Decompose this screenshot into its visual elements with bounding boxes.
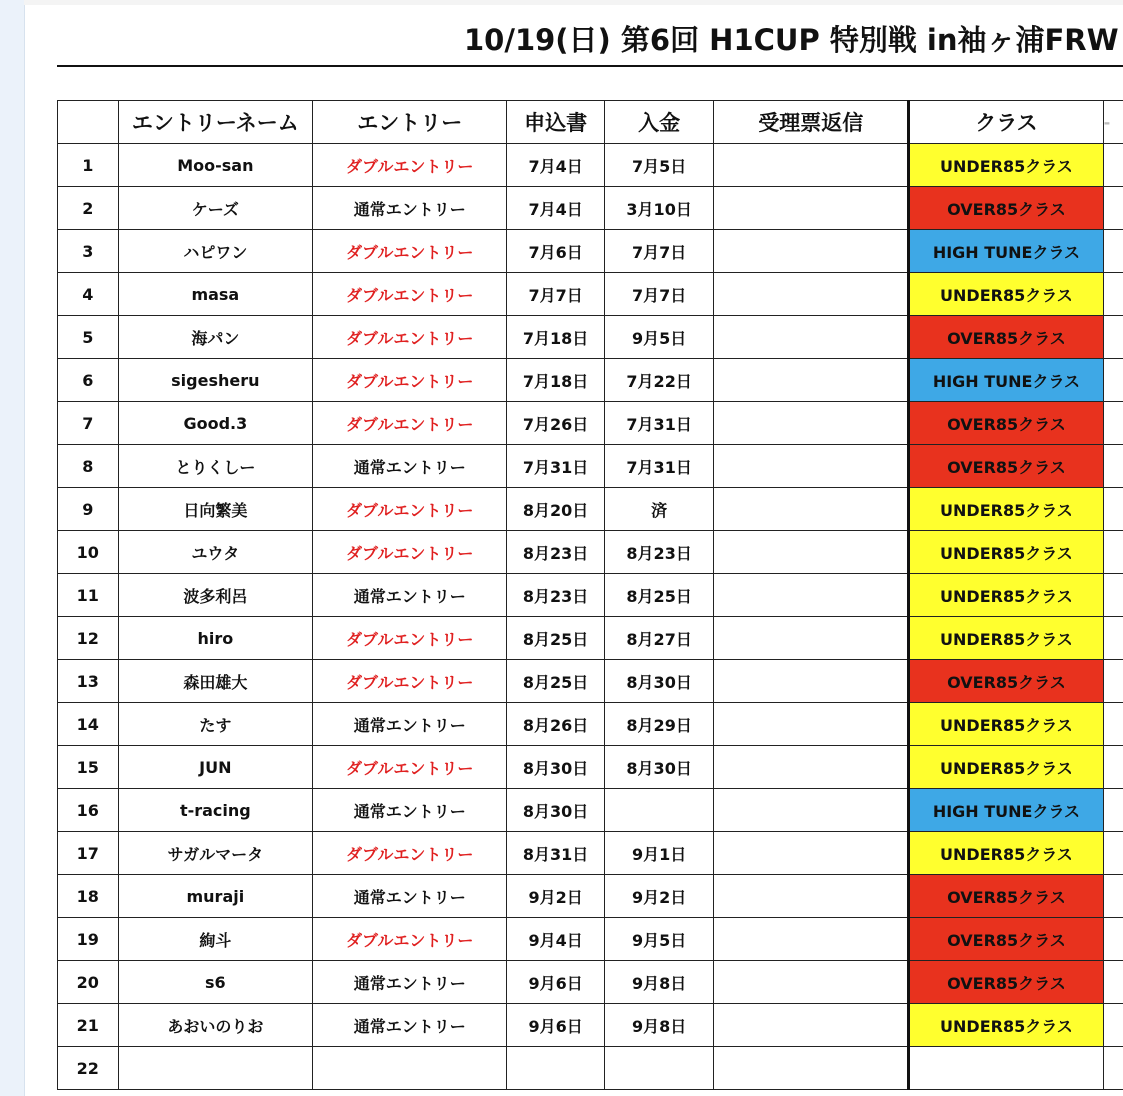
extra-cell — [1103, 230, 1123, 273]
payment-date-cell: 8月30日 — [604, 746, 713, 789]
extra-cell — [1103, 359, 1123, 402]
entry-name-cell: ユウタ — [118, 531, 313, 574]
table-row — [58, 531, 1123, 574]
class-cell: UNDER85クラス — [909, 617, 1103, 660]
class-cell: UNDER85クラス — [909, 746, 1103, 789]
extra-cell — [1103, 1004, 1123, 1047]
table-row — [58, 488, 1123, 531]
receipt-reply-cell — [714, 1047, 909, 1090]
row-number: 4 — [58, 273, 119, 316]
row-number: 21 — [58, 1004, 119, 1047]
entry-name-cell: 海パン — [118, 316, 313, 359]
class-cell: OVER85クラス — [909, 660, 1103, 703]
application-date-cell: 7月31日 — [507, 445, 605, 488]
entry-type-cell: 通常エントリー — [313, 961, 507, 1004]
header-entry-type: エントリー — [313, 101, 507, 144]
class-cell: OVER85クラス — [909, 316, 1103, 359]
application-date-cell: 8月23日 — [507, 574, 605, 617]
table-row — [58, 1004, 1123, 1047]
row-number: 11 — [58, 574, 119, 617]
application-date-cell: 8月25日 — [507, 617, 605, 660]
row-number: 22 — [58, 1047, 119, 1090]
class-cell: UNDER85クラス — [909, 832, 1103, 875]
application-date-cell: 7月18日 — [507, 359, 605, 402]
table-row — [58, 187, 1123, 230]
payment-date-cell: 8月27日 — [604, 617, 713, 660]
header-class: クラス — [909, 101, 1103, 144]
payment-date-cell: 9月5日 — [604, 918, 713, 961]
receipt-reply-cell — [714, 789, 909, 832]
extra-cell — [1103, 832, 1123, 875]
receipt-reply-cell — [714, 187, 909, 230]
payment-date-cell: 7月5日 — [604, 144, 713, 187]
class-cell: HIGH TUNEクラス — [909, 230, 1103, 273]
extra-cell — [1103, 402, 1123, 445]
class-cell: OVER85クラス — [909, 445, 1103, 488]
entry-type-cell: 通常エントリー — [313, 574, 507, 617]
payment-date-cell: 7月31日 — [604, 445, 713, 488]
entry-type-cell: ダブルエントリー — [313, 230, 507, 273]
row-number: 13 — [58, 660, 119, 703]
extra-cell — [1103, 918, 1123, 961]
entry-name-cell: JUN — [118, 746, 313, 789]
application-date-cell: 8月20日 — [507, 488, 605, 531]
application-date-cell: 8月26日 — [507, 703, 605, 746]
application-date-cell — [507, 1047, 605, 1090]
table-row — [58, 660, 1123, 703]
receipt-reply-cell — [714, 1004, 909, 1047]
application-date-cell: 7月4日 — [507, 144, 605, 187]
payment-date-cell: 済 — [604, 488, 713, 531]
table-row — [58, 359, 1123, 402]
receipt-reply-cell — [714, 918, 909, 961]
extra-cell — [1103, 961, 1123, 1004]
extra-cell — [1103, 703, 1123, 746]
entry-name-cell: sigesheru — [118, 359, 313, 402]
receipt-reply-cell — [714, 402, 909, 445]
row-number: 7 — [58, 402, 119, 445]
receipt-reply-cell — [714, 316, 909, 359]
class-cell: UNDER85クラス — [909, 488, 1103, 531]
payment-date-cell: 9月5日 — [604, 316, 713, 359]
table-row — [58, 402, 1123, 445]
entry-type-cell: ダブルエントリー — [313, 273, 507, 316]
header-payment: 入金 — [604, 101, 713, 144]
payment-date-cell — [604, 789, 713, 832]
entry-type-cell: ダブルエントリー — [313, 402, 507, 445]
entry-name-cell: あおいのりお — [118, 1004, 313, 1047]
receipt-reply-cell — [714, 359, 909, 402]
payment-date-cell: 7月7日 — [604, 273, 713, 316]
row-number: 20 — [58, 961, 119, 1004]
receipt-reply-cell — [714, 574, 909, 617]
payment-date-cell: 9月8日 — [604, 1004, 713, 1047]
header-entry-name: エントリーネーム — [118, 101, 313, 144]
receipt-reply-cell — [714, 961, 909, 1004]
payment-date-cell: 9月2日 — [604, 875, 713, 918]
entry-name-cell: muraji — [118, 875, 313, 918]
entry-name-cell: Moo-san — [118, 144, 313, 187]
payment-date-cell: 3月10日 — [604, 187, 713, 230]
row-number: 12 — [58, 617, 119, 660]
application-date-cell: 8月25日 — [507, 660, 605, 703]
table-row — [58, 961, 1123, 1004]
table-row — [58, 574, 1123, 617]
header-extra: - — [1103, 101, 1123, 144]
table-row — [58, 1047, 1123, 1090]
entry-type-cell: ダブルエントリー — [313, 617, 507, 660]
receipt-reply-cell — [714, 660, 909, 703]
entry-type-cell: 通常エントリー — [313, 1004, 507, 1047]
table-row — [58, 918, 1123, 961]
entry-type-cell: ダブルエントリー — [313, 488, 507, 531]
application-date-cell: 7月18日 — [507, 316, 605, 359]
entry-name-cell: ハピワン — [118, 230, 313, 273]
receipt-reply-cell — [714, 531, 909, 574]
table-row — [58, 230, 1123, 273]
application-date-cell: 7月26日 — [507, 402, 605, 445]
receipt-reply-cell — [714, 703, 909, 746]
receipt-reply-cell — [714, 746, 909, 789]
table-row — [58, 746, 1123, 789]
extra-cell — [1103, 660, 1123, 703]
extra-cell — [1103, 789, 1123, 832]
payment-date-cell — [604, 1047, 713, 1090]
entry-type-cell: ダブルエントリー — [313, 359, 507, 402]
entry-type-cell — [313, 1047, 507, 1090]
entry-name-cell: t-racing — [118, 789, 313, 832]
table-row — [58, 273, 1123, 316]
application-date-cell: 7月7日 — [507, 273, 605, 316]
application-date-cell: 8月23日 — [507, 531, 605, 574]
header-application: 申込書 — [507, 101, 605, 144]
table-row — [58, 316, 1123, 359]
entry-name-cell: サガルマータ — [118, 832, 313, 875]
row-number: 1 — [58, 144, 119, 187]
application-date-cell: 7月6日 — [507, 230, 605, 273]
entry-type-cell: ダブルエントリー — [313, 746, 507, 789]
row-number: 6 — [58, 359, 119, 402]
receipt-reply-cell — [714, 617, 909, 660]
viewer-top-strip — [24, 0, 1123, 5]
extra-cell — [1103, 531, 1123, 574]
entry-name-cell: とりくしー — [118, 445, 313, 488]
extra-cell — [1103, 875, 1123, 918]
entry-type-cell: ダブルエントリー — [313, 316, 507, 359]
class-cell: OVER85クラス — [909, 961, 1103, 1004]
entry-type-cell: ダブルエントリー — [313, 144, 507, 187]
class-cell: OVER85クラス — [909, 875, 1103, 918]
entry-name-cell: masa — [118, 273, 313, 316]
receipt-reply-cell — [714, 445, 909, 488]
entry-name-cell — [118, 1047, 313, 1090]
entry-type-cell: 通常エントリー — [313, 875, 507, 918]
row-number: 17 — [58, 832, 119, 875]
entry-name-cell: 森田雄大 — [118, 660, 313, 703]
payment-date-cell: 8月23日 — [604, 531, 713, 574]
entry-type-cell: ダブルエントリー — [313, 832, 507, 875]
entry-type-cell: 通常エントリー — [313, 187, 507, 230]
extra-cell — [1103, 316, 1123, 359]
class-cell: UNDER85クラス — [909, 1004, 1103, 1047]
row-number: 16 — [58, 789, 119, 832]
extra-cell — [1103, 488, 1123, 531]
title-underline — [57, 65, 1123, 67]
header-receipt-reply: 受理票返信 — [714, 101, 909, 144]
table-row — [58, 617, 1123, 660]
entry-type-cell: 通常エントリー — [313, 445, 507, 488]
row-number: 3 — [58, 230, 119, 273]
entry-name-cell: s6 — [118, 961, 313, 1004]
entry-type-cell: 通常エントリー — [313, 789, 507, 832]
entry-name-cell: ケーズ — [118, 187, 313, 230]
payment-date-cell: 9月1日 — [604, 832, 713, 875]
class-cell — [909, 1047, 1103, 1090]
entry-table — [57, 100, 1123, 1090]
class-cell: OVER85クラス — [909, 402, 1103, 445]
class-cell: OVER85クラス — [909, 187, 1103, 230]
table-row — [58, 445, 1123, 488]
extra-cell — [1103, 187, 1123, 230]
payment-date-cell: 8月25日 — [604, 574, 713, 617]
table-row — [58, 789, 1123, 832]
payment-date-cell: 7月7日 — [604, 230, 713, 273]
extra-cell — [1103, 746, 1123, 789]
class-cell: UNDER85クラス — [909, 574, 1103, 617]
entry-name-cell: 絢斗 — [118, 918, 313, 961]
viewer-sidebar — [0, 0, 25, 1096]
application-date-cell: 7月4日 — [507, 187, 605, 230]
class-cell: UNDER85クラス — [909, 273, 1103, 316]
class-cell: HIGH TUNEクラス — [909, 359, 1103, 402]
application-date-cell: 9月2日 — [507, 875, 605, 918]
class-cell: UNDER85クラス — [909, 703, 1103, 746]
class-cell: UNDER85クラス — [909, 144, 1103, 187]
row-number: 8 — [58, 445, 119, 488]
document-title: 10/19(日) 第6回 H1CUP 特別戦 in袖ヶ浦FRW — [464, 23, 1119, 57]
entry-type-cell: 通常エントリー — [313, 703, 507, 746]
receipt-reply-cell — [714, 488, 909, 531]
extra-cell — [1103, 1047, 1123, 1090]
row-number: 2 — [58, 187, 119, 230]
class-cell: HIGH TUNEクラス — [909, 789, 1103, 832]
entry-name-cell: Good.3 — [118, 402, 313, 445]
application-date-cell: 9月6日 — [507, 1004, 605, 1047]
table-row — [58, 703, 1123, 746]
payment-date-cell: 7月31日 — [604, 402, 713, 445]
extra-cell — [1103, 273, 1123, 316]
entry-type-cell: ダブルエントリー — [313, 531, 507, 574]
application-date-cell: 9月6日 — [507, 961, 605, 1004]
row-number: 14 — [58, 703, 119, 746]
receipt-reply-cell — [714, 230, 909, 273]
receipt-reply-cell — [714, 273, 909, 316]
entry-name-cell: 日向繁美 — [118, 488, 313, 531]
payment-date-cell: 7月22日 — [604, 359, 713, 402]
application-date-cell: 8月30日 — [507, 789, 605, 832]
receipt-reply-cell — [714, 144, 909, 187]
application-date-cell: 8月31日 — [507, 832, 605, 875]
header-row — [58, 101, 1123, 144]
entry-name-cell: 波多利呂 — [118, 574, 313, 617]
extra-cell — [1103, 574, 1123, 617]
table-row — [58, 875, 1123, 918]
entry-type-cell: ダブルエントリー — [313, 918, 507, 961]
receipt-reply-cell — [714, 832, 909, 875]
application-date-cell: 9月4日 — [507, 918, 605, 961]
payment-date-cell: 8月29日 — [604, 703, 713, 746]
row-number: 10 — [58, 531, 119, 574]
payment-date-cell: 8月30日 — [604, 660, 713, 703]
entry-name-cell: たす — [118, 703, 313, 746]
extra-cell — [1103, 617, 1123, 660]
entry-type-cell: ダブルエントリー — [313, 660, 507, 703]
row-number: 19 — [58, 918, 119, 961]
row-number: 5 — [58, 316, 119, 359]
payment-date-cell: 9月8日 — [604, 961, 713, 1004]
row-number: 18 — [58, 875, 119, 918]
extra-cell — [1103, 445, 1123, 488]
extra-cell — [1103, 144, 1123, 187]
header-no — [58, 101, 119, 144]
row-number: 15 — [58, 746, 119, 789]
class-cell: UNDER85クラス — [909, 531, 1103, 574]
class-cell: OVER85クラス — [909, 918, 1103, 961]
table-row — [58, 144, 1123, 187]
table-row — [58, 832, 1123, 875]
entry-name-cell: hiro — [118, 617, 313, 660]
application-date-cell: 8月30日 — [507, 746, 605, 789]
row-number: 9 — [58, 488, 119, 531]
receipt-reply-cell — [714, 875, 909, 918]
